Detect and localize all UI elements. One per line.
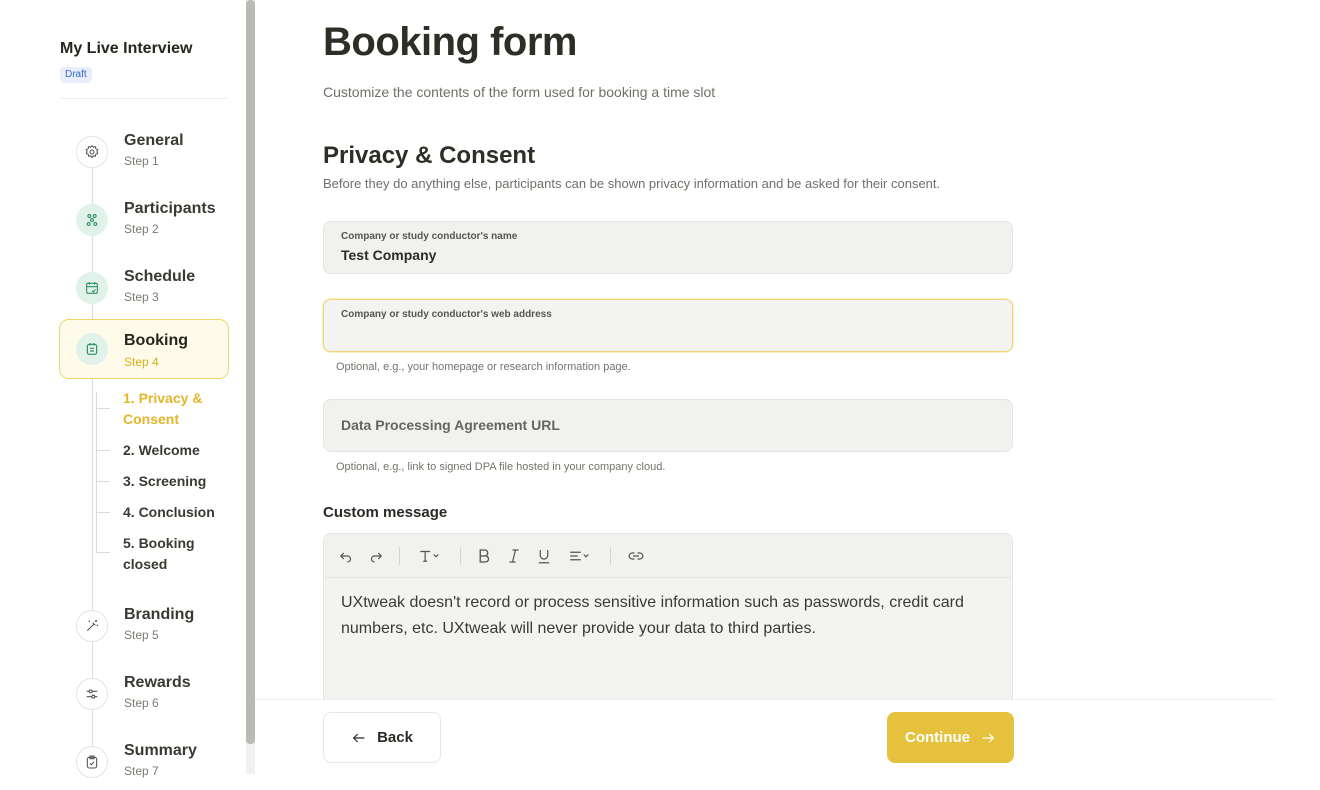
bold-icon[interactable] bbox=[474, 545, 494, 567]
back-button[interactable] bbox=[323, 712, 441, 763]
substep-conclusion[interactable]: 4. Conclusion bbox=[123, 504, 215, 520]
continue-button-label: Continue bbox=[905, 729, 970, 746]
continue-button[interactable] bbox=[887, 712, 1014, 763]
booking-icon bbox=[76, 333, 108, 365]
sidebar-step-number: Step 5 bbox=[124, 628, 159, 642]
sidebar-scrollbar[interactable] bbox=[246, 0, 255, 774]
toolbar-separator bbox=[399, 547, 400, 565]
sidebar-step-number: Step 6 bbox=[124, 696, 159, 710]
sidebar-step-summary[interactable] bbox=[60, 734, 230, 790]
custom-message-label: Custom message bbox=[323, 504, 448, 521]
substep-screening[interactable]: 3. Screening bbox=[123, 473, 207, 489]
italic-icon[interactable] bbox=[504, 545, 524, 567]
substep-booking-closed[interactable]: 5. Booking closed bbox=[123, 535, 195, 572]
web-address-field[interactable] bbox=[323, 299, 1013, 352]
page-title: Booking form bbox=[323, 20, 577, 64]
section-title: Privacy & Consent bbox=[323, 142, 536, 169]
undo-icon[interactable] bbox=[336, 545, 356, 567]
calendar-icon bbox=[76, 272, 108, 304]
sidebar-step-number: Step 2 bbox=[124, 222, 159, 236]
sidebar-step-number: Step 3 bbox=[124, 290, 159, 304]
sidebar-step-label: General bbox=[124, 132, 184, 149]
sliders-icon bbox=[76, 678, 108, 710]
sidebar-step-label: Schedule bbox=[124, 268, 196, 285]
custom-message-text[interactable]: UXtweak doesn't record or process sensitive information such as passwords, credit card numbers, etc. UXtweak will never provide your data to third parties. bbox=[341, 594, 964, 637]
web-address-hint: Optional, e.g., your homepage or research information page. bbox=[336, 361, 631, 373]
substep-connector bbox=[96, 450, 110, 451]
dpa-url-placeholder: Data Processing Agreement URL bbox=[341, 417, 560, 433]
sidebar-step-label: Participants bbox=[124, 200, 216, 217]
align-dropdown-icon[interactable] bbox=[564, 545, 596, 567]
sidebar-step-label: Booking bbox=[124, 332, 188, 349]
substep-connector bbox=[96, 408, 110, 409]
sidebar-step-label: Summary bbox=[124, 742, 197, 759]
underline-icon[interactable] bbox=[534, 545, 554, 567]
web-address-input[interactable] bbox=[341, 325, 991, 341]
sidebar-step-booking[interactable] bbox=[59, 319, 229, 379]
company-name-input[interactable] bbox=[341, 247, 991, 263]
back-button-label: Back bbox=[377, 729, 413, 746]
gear-icon bbox=[76, 136, 108, 168]
footer-divider bbox=[255, 699, 1275, 700]
clipboard-check-icon bbox=[76, 746, 108, 778]
sidebar-divider bbox=[60, 98, 228, 99]
substep-connector bbox=[96, 552, 110, 553]
dpa-url-field[interactable] bbox=[323, 399, 1013, 452]
sidebar-step-general[interactable] bbox=[60, 124, 230, 180]
substep-connector bbox=[96, 481, 110, 482]
company-name-label: Company or study conductor's name bbox=[341, 231, 518, 242]
sidebar bbox=[0, 0, 246, 778]
section-description: Before they do anything else, participants can be shown privacy information and be asked for their consent. bbox=[323, 176, 941, 191]
sidebar-step-participants[interactable] bbox=[60, 192, 230, 248]
substep-privacy-consent[interactable]: 1. Privacy & Consent bbox=[123, 390, 203, 427]
participants-icon bbox=[76, 204, 108, 236]
link-icon[interactable] bbox=[624, 545, 648, 567]
sidebar-step-number: Step 4 bbox=[124, 355, 159, 369]
toolbar-separator bbox=[610, 547, 611, 565]
dpa-url-hint: Optional, e.g., link to signed DPA file hosted in your company cloud. bbox=[336, 461, 666, 473]
web-address-label: Company or study conductor's web address bbox=[341, 309, 552, 320]
sidebar-step-number: Step 1 bbox=[124, 154, 159, 168]
magic-wand-icon bbox=[76, 610, 108, 642]
custom-message-editor[interactable] bbox=[323, 533, 1013, 713]
redo-icon[interactable] bbox=[366, 545, 386, 567]
sidebar-step-label: Rewards bbox=[124, 674, 191, 691]
substep-welcome[interactable]: 2. Welcome bbox=[123, 442, 200, 458]
arrow-left-icon bbox=[351, 730, 367, 746]
text-style-dropdown-icon[interactable] bbox=[414, 545, 446, 567]
toolbar-separator bbox=[460, 547, 461, 565]
sidebar-step-label: Branding bbox=[124, 606, 195, 623]
editor-toolbar bbox=[324, 534, 1012, 578]
page-description: Customize the contents of the form used for booking a time slot bbox=[323, 84, 716, 100]
arrow-right-icon bbox=[980, 730, 996, 746]
study-title: My Live Interview bbox=[60, 40, 193, 57]
sidebar-step-rewards[interactable] bbox=[60, 666, 230, 722]
sidebar-step-schedule[interactable] bbox=[60, 260, 230, 316]
company-name-field[interactable] bbox=[323, 221, 1013, 274]
sidebar-scrollbar-thumb[interactable] bbox=[246, 0, 255, 744]
status-badge: Draft bbox=[60, 67, 92, 83]
sidebar-step-branding[interactable] bbox=[60, 598, 230, 654]
sidebar-step-number: Step 7 bbox=[124, 764, 159, 778]
substeps-tree bbox=[96, 392, 97, 552]
substep-connector bbox=[96, 512, 110, 513]
